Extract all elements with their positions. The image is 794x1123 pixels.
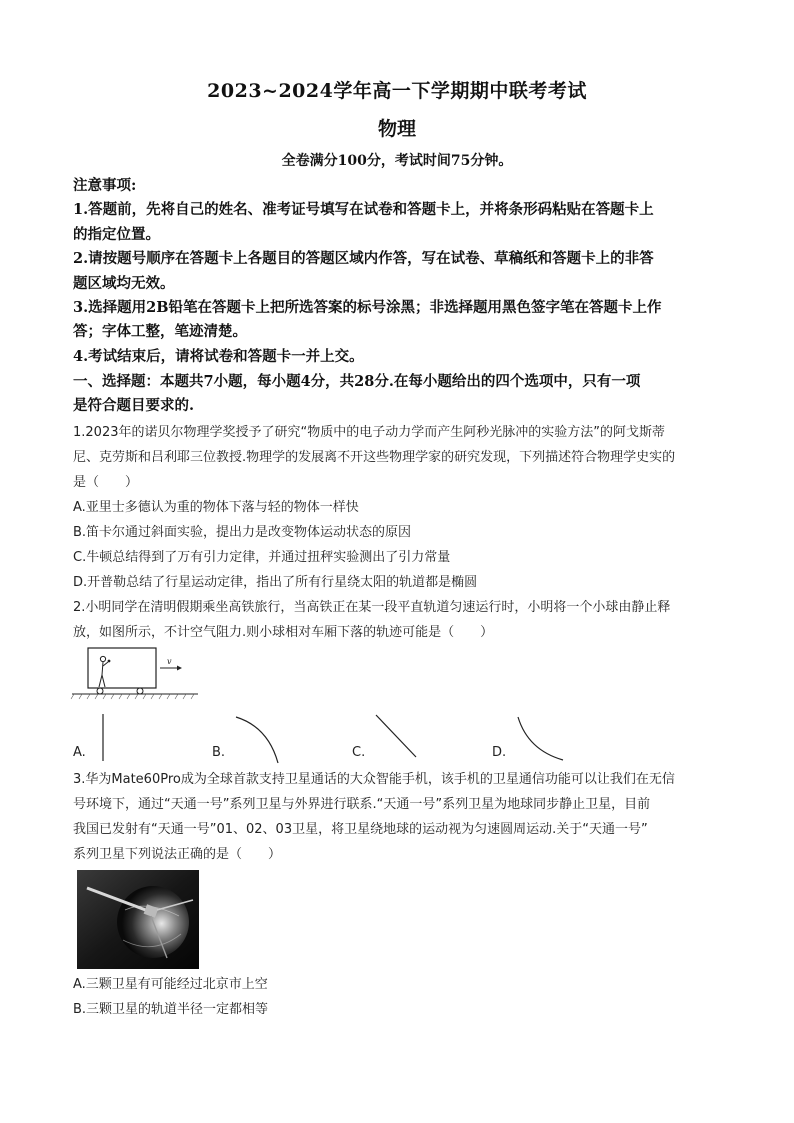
question-1-option-a: A.亚里士多德认为重的物体下落与轻的物体一样快 [73,500,359,515]
subject-title: 物理 [377,118,416,140]
question-1-line: 是（ ） [73,475,139,490]
question-3-option-a: A.三颗卫星有可能经过北京市上空 [73,977,268,992]
trajectory-c-diagonal [376,715,416,757]
question-3-option-b: B.三颗卫星的轨道半径一定都相等 [73,1002,269,1017]
section-line: 一、选择题：本题共7小题，每小题4分，共28分.在每小题给出的四个选项中，只有一项 [73,373,641,390]
satellite-photo [77,870,199,969]
trajectory-options [73,705,633,765]
train-diagram [70,643,200,701]
wheel [137,688,143,694]
notes-block [73,174,723,369]
question-1-option-c: C.牛顿总结得到了万有引力定律，并通过扭秤实验测出了引力常量 [73,550,451,565]
question-1 [73,420,723,595]
wheel [97,688,103,694]
exam-meta: 全卷满分100分，考试时间75分钟。 [281,153,513,169]
velocity-label: v [167,657,172,666]
person-head [100,656,105,661]
question-1-line: 1.2023年的诺贝尔物理学奖授予了研究“物质中的电子动力学而产生阿秒光脉冲的实验方法”的阿戈斯蒂 [73,425,665,440]
trajectory-b-curve [236,717,278,763]
option-c-label: C. [352,745,366,760]
satellite-image [77,870,199,969]
notes-heading: 注意事项: [73,177,137,194]
section-line: 是符合题目要求的. [73,397,195,415]
notes-line: 的指定位置。 [73,225,160,243]
train-carriage [88,648,156,688]
question-2-line: 放，如图所示，不计空气阻力.则小球相对车厢下落的轨迹可能是（ ） [73,625,494,640]
notes-line: 2.请按题号顺序在答题卡上各题目的答题区域内作答，写在试卷、草稿纸和答题卡上的非答 [73,250,654,268]
notes-line: 答；字体工整，笔迹清楚。 [73,323,247,341]
question-3-options [73,972,723,1022]
question-2-options [73,705,633,765]
notes-line: 4.考试结束后，请将试卷和答题卡一并上交。 [73,347,364,365]
notes-line: 1.答题前，先将自己的姓名、准考证号填写在试卷和答题卡上，并将条形码粘贴在答题卡上 [73,201,654,219]
exam-title: 2023~2024学年高一下学期期中联考考试 [207,80,587,102]
person-body [102,662,103,675]
trajectory-d-curve [518,717,563,760]
question-3-line: 3.华为Mate60Pro成为全球首款支持卫星通话的大众智能手机，该手机的卫星通信功能可以让我们在无信 [73,772,675,787]
option-a-label: A. [73,745,86,760]
question-3-line: 我国已发射有“天通一号”01、02、03卫星，将卫星绕地球的运动视为匀速圆周运动.关于“天通一号” [73,822,648,837]
question-1-option-d: D.开普勒总结了行星运动定律，指出了所有行星绕太阳的轨道都是椭圆 [73,575,478,590]
velocity-arrow-head [177,666,182,671]
option-b-label: B. [212,745,226,760]
train-figure [70,643,200,701]
question-3 [73,767,723,867]
person-arm [103,662,108,666]
section-heading [73,370,723,419]
question-1-option-b: B.笛卡尔通过斜面实验，提出力是改变物体运动状态的原因 [73,525,412,540]
question-2 [73,595,723,645]
ground-hatch [71,694,194,699]
question-2-line: 2.小明同学在清明假期乘坐高铁旅行，当高铁正在某一段平直轨道匀速运行时，小明将一个小球由静止释 [73,600,671,615]
ball [108,660,111,663]
notes-line: 题区域均无效。 [73,274,175,292]
person-leg [99,675,102,687]
person-leg [102,675,105,687]
question-3-line: 号环境下，通过“天通一号”系列卫星与外界进行联系.“天通一号”系列卫星为地球同步静止卫星，目前 [73,797,651,812]
question-3-line: 系列卫星下列说法正确的是（ ） [73,847,282,862]
question-1-line: 尼、克劳斯和吕利耶三位教授.物理学的发展离不开这些物理学家的研究发现，下列描述符合物理学史实的 [73,450,676,465]
option-d-label: D. [492,745,507,760]
notes-line: 3.选择题用2B铅笔在答题卡上把所选答案的标号涂黑；非选择题用黑色签字笔在答题卡上作 [73,299,662,317]
